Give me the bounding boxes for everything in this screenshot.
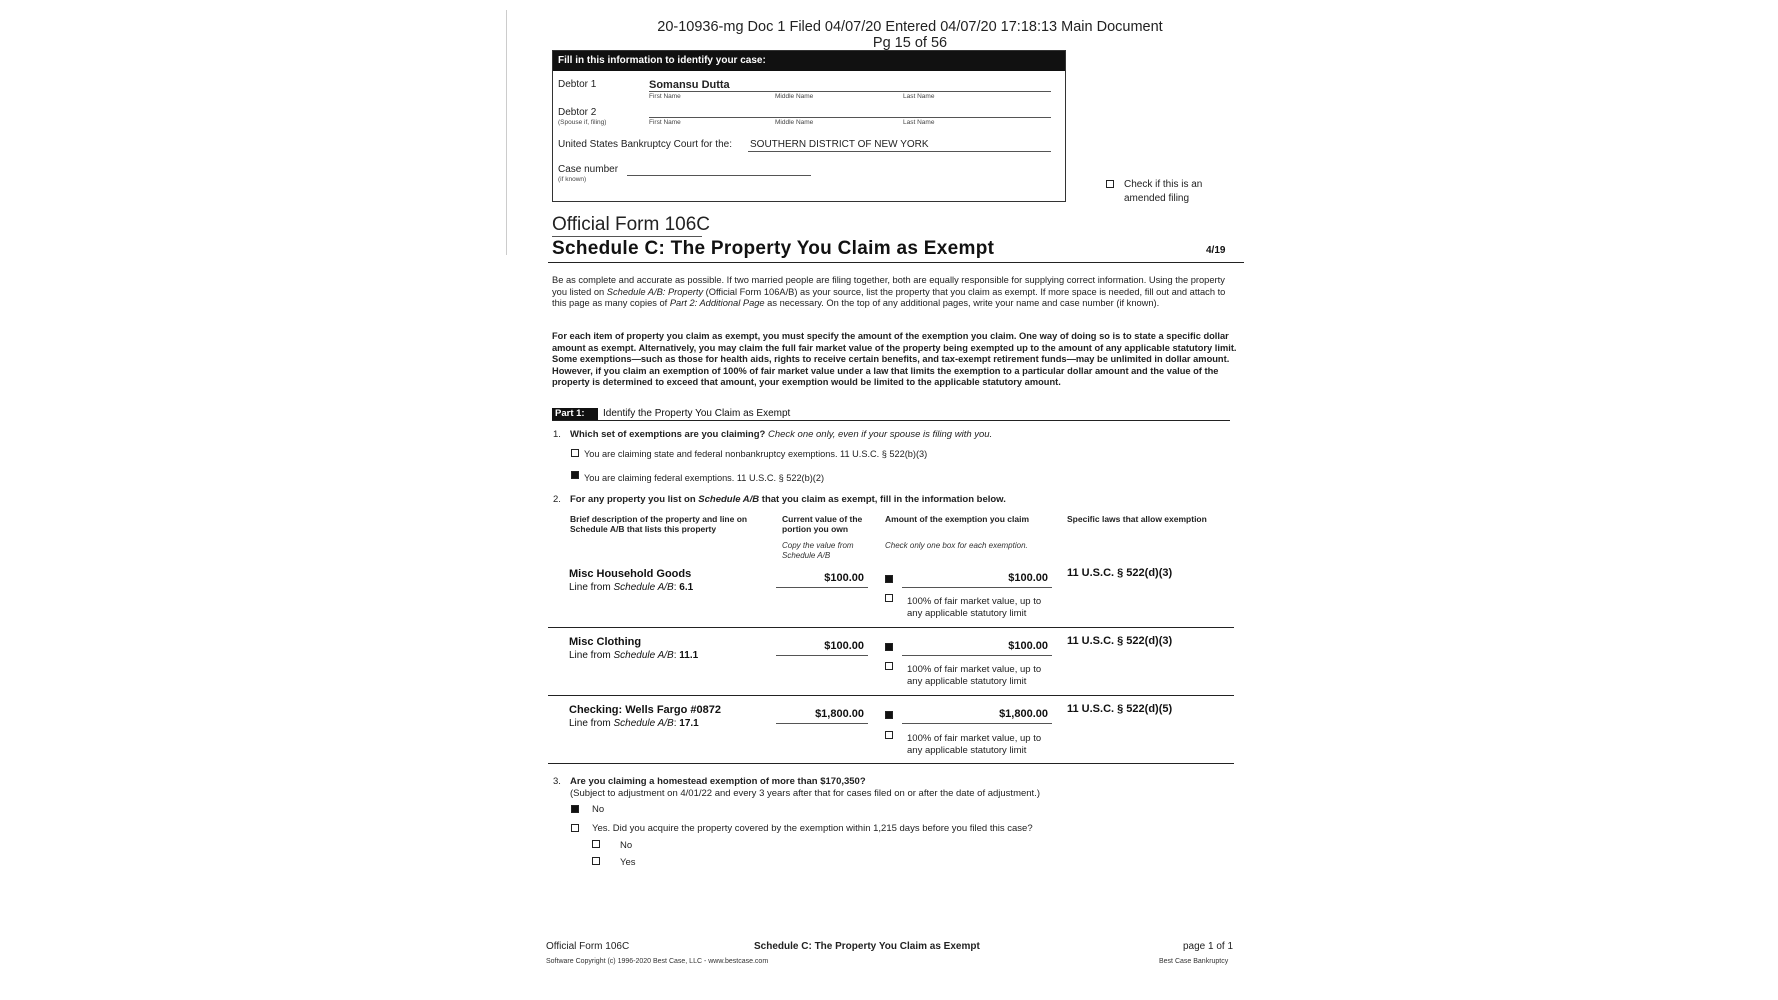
- exemption-amount-underline: [902, 723, 1052, 724]
- line-number: 11.1: [679, 650, 699, 661]
- row-divider: [548, 763, 1234, 764]
- intro-p1-c: (Official Form 106A/B) as your source, list the property that you claim as exempt. If more space is needed, fill out and attach to this page as many copies of: [552, 286, 1226, 309]
- exemption-amount[interactable]: $100.00: [1008, 572, 1048, 584]
- current-value[interactable]: $1,800.00: [815, 708, 864, 720]
- part1-title: Identify the Property You Claim as Exempt: [603, 408, 791, 419]
- column-sub-exemption-amount: Check only one box for each exemption.: [885, 541, 1028, 550]
- fair-market-line2: any applicable statutory limit: [907, 675, 1027, 687]
- fair-market-line2: any applicable statutory limit: [907, 744, 1027, 756]
- court-filing-page: Pg 15 of 56: [872, 35, 948, 51]
- fair-market-line1: 100% of fair market value, up to: [907, 664, 1042, 675]
- q1-option-state-checkbox[interactable]: [571, 449, 579, 457]
- q1-number: 1.: [553, 429, 561, 440]
- line-ab: Schedule A/B: [613, 650, 674, 661]
- q3-sub-yes-label: Yes: [620, 857, 636, 868]
- page-title: Schedule C: The Property You Claim as Exempt: [552, 238, 995, 259]
- fair-market-label: [907, 596, 1041, 619]
- q1-option-federal-label: You are claiming federal exemptions. 11 U.S.C. § 522(b)(2): [584, 473, 825, 483]
- debtor2-label: Debtor 2: [558, 107, 597, 118]
- debtor2-middle-caption: Middle Name: [775, 119, 814, 126]
- q1-text: [570, 429, 992, 440]
- debtor1-label: Debtor 1: [558, 79, 597, 90]
- intro-p1-a: Be as complete and accurate as possible. If two married people are filing together, both are equally responsible for supplying correct information. Using the property you listed on: [552, 275, 1225, 297]
- amended-filing-checkbox[interactable]: [1106, 180, 1114, 188]
- court-label: United States Bankruptcy Court for the:: [558, 139, 732, 150]
- exemption-amount-underline: [902, 587, 1052, 588]
- case-identification-box: [552, 50, 1066, 202]
- column-header-current-value: Current value of the portion you own: [782, 514, 863, 534]
- page-edge-line: [506, 10, 507, 255]
- line-prefix: Line from: [569, 650, 614, 661]
- q1-option-federal-checkbox[interactable]: [571, 471, 579, 479]
- line-prefix: Line from: [569, 718, 614, 729]
- case-number-label: Case number: [558, 164, 619, 175]
- current-value-underline: [776, 723, 868, 724]
- q1-hint: Check one only, even if your spouse is filing with you.: [767, 429, 993, 440]
- fair-market-checkbox[interactable]: [885, 662, 893, 670]
- intro-p1-b: Schedule A/B: Property: [606, 286, 704, 297]
- q3-yes-label: Yes. Did you acquire the property covered by the exemption within 1,215 days before you filed this case?: [592, 823, 1033, 834]
- debtor1-first-caption: First Name: [649, 93, 681, 100]
- q2-text: [570, 494, 1006, 505]
- intro-paragraph-2: For each item of property you claim as exempt, you must specify the amount of the exemption you claim. One way of doing so is to state a specific dollar amount as exempt. Alternatively, you may claim the full fair market value of the property being exempted up to the amount of any applicable statutory limit. Some exemptions—such as those for health aids, rights to receive certain benefits, and tax-exempt retirement funds—may be unlimited in dollar amount. However, if you claim an exemption of 100% of fair market value under a law that limits the exemption to a particular dollar amount and the value of the property is determined to exceed that amount, your exemption would be limited to the applicable statutory amount.: [552, 331, 1237, 388]
- q2-text-a: For any property you list on: [570, 494, 699, 505]
- property-name: Checking: Wells Fargo #0872: [569, 704, 722, 716]
- footer-copyright: Software Copyright (c) 1996-2020 Best Case, LLC - www.bestcase.com: [546, 958, 769, 965]
- exemption-law[interactable]: 11 U.S.C. § 522(d)(3): [1067, 567, 1173, 579]
- column-header-description: Brief description of the property and line on Schedule A/B that lists this property: [570, 514, 748, 534]
- fair-market-line1: 100% of fair market value, up to: [907, 733, 1042, 744]
- part1-rule: [552, 420, 1230, 421]
- column-header-exemption-amount: Amount of the exemption you claim: [885, 514, 1030, 524]
- q2-number: 2.: [553, 494, 561, 505]
- fair-market-line1: 100% of fair market value, up to: [907, 596, 1042, 607]
- amended-filing-label: [1124, 178, 1202, 205]
- row-divider: [548, 627, 1234, 628]
- exemption-law[interactable]: 11 U.S.C. § 522(d)(3): [1067, 635, 1173, 647]
- debtor2-sub: (Spouse if, filing): [558, 119, 607, 126]
- q2-text-c: that you claim as exempt, fill in the information below.: [759, 494, 1006, 505]
- column-header-laws: Specific laws that allow exemption: [1067, 514, 1207, 524]
- form-revision-date: 4/19: [1206, 245, 1226, 256]
- line-ab: Schedule A/B: [613, 718, 674, 729]
- line-ab: Schedule A/B: [613, 582, 674, 593]
- intro-p1-d: Part 2: Additional Page: [669, 298, 765, 309]
- current-value-underline: [776, 655, 868, 656]
- exemption-amount[interactable]: $1,800.00: [999, 708, 1048, 720]
- form-number-underline: [552, 236, 702, 237]
- debtor2-first-caption: First Name: [649, 119, 681, 126]
- footer-brand: Best Case Bankruptcy: [1159, 958, 1229, 965]
- court-value[interactable]: SOUTHERN DISTRICT OF NEW YORK: [750, 139, 929, 150]
- case-box-title: Fill in this information to identify your case:: [553, 51, 1065, 71]
- q3-text: Are you claiming a homestead exemption of more than $170,350?: [570, 776, 866, 787]
- q1-option-state-label: You are claiming state and federal nonbankruptcy exemptions. 11 U.S.C. § 522(b)(3): [584, 449, 928, 459]
- line-prefix: Line from: [569, 582, 614, 593]
- case-number-field[interactable]: [627, 175, 811, 176]
- case-number-sub: (if known): [558, 176, 587, 183]
- intro-p1-e: as necessary. On the top of any additional pages, write your name and case number (if known).: [764, 298, 1160, 309]
- q3-sub-yes-checkbox[interactable]: [592, 857, 600, 865]
- amended-line2: amended filing: [1124, 192, 1190, 204]
- column-sub-current-value: Copy the value from Schedule A/B: [782, 541, 854, 560]
- court-filing-header: 20-10936-mg Doc 1 Filed 04/07/20 Entered 04/07/20 17:18:13 Main Document: [657, 19, 1163, 35]
- property-name: Misc Household Goods: [569, 568, 692, 580]
- exemption-law[interactable]: 11 U.S.C. § 522(d)(5): [1067, 703, 1173, 715]
- property-name: Misc Clothing: [569, 636, 642, 648]
- current-value[interactable]: $100.00: [824, 640, 864, 652]
- exemption-amount-underline: [902, 655, 1052, 656]
- q3-sub-no-checkbox[interactable]: [592, 840, 600, 848]
- debtor1-middle-caption: Middle Name: [775, 93, 814, 100]
- fair-market-label: [907, 733, 1041, 756]
- debtor1-name[interactable]: Somansu Dutta: [649, 79, 730, 91]
- q2-text-b: Schedule A/B: [698, 494, 760, 505]
- q3-sub-no-label: No: [620, 840, 633, 851]
- amended-line1: Check if this is an: [1124, 179, 1203, 190]
- fair-market-line2: any applicable statutory limit: [907, 607, 1027, 619]
- debtor1-last-caption: Last Name: [903, 93, 935, 100]
- exemption-amount-checkbox[interactable]: [885, 643, 893, 651]
- fair-market-checkbox[interactable]: [885, 594, 893, 602]
- property-line-ref: Line from Schedule A/B: 6.1: [569, 582, 694, 593]
- row-divider: [548, 695, 1234, 696]
- fair-market-checkbox[interactable]: [885, 731, 893, 739]
- exemption-amount[interactable]: $100.00: [1008, 640, 1048, 652]
- q3-subtext: (Subject to adjustment on 4/01/22 and every 3 years after that for cases filed on or after the date of adjustment.): [570, 788, 1040, 799]
- footer-form-number: Official Form 106C: [546, 941, 630, 952]
- exemption-amount-checkbox[interactable]: [885, 575, 893, 583]
- exemption-amount-checkbox[interactable]: [885, 711, 893, 719]
- fair-market-label: [907, 664, 1041, 687]
- property-line-ref: Line from Schedule A/B: 17.1: [569, 718, 699, 729]
- footer-form-title: Schedule C: The Property You Claim as Exempt: [754, 941, 980, 952]
- q3-no-checkbox[interactable]: [571, 805, 579, 813]
- property-line-ref: Line from Schedule A/B: 11.1: [569, 650, 699, 661]
- q3-number: 3.: [553, 776, 561, 787]
- debtor1-underline: [649, 91, 1051, 92]
- intro-paragraph-1: [552, 275, 1238, 310]
- title-rule: [548, 262, 1244, 263]
- current-value[interactable]: $100.00: [824, 572, 864, 584]
- line-number: 17.1: [679, 718, 699, 729]
- q3-no-label: No: [592, 804, 605, 815]
- debtor2-last-caption: Last Name: [903, 119, 935, 126]
- court-underline: [748, 151, 1051, 152]
- part1-badge: Part 1:: [552, 408, 598, 420]
- q3-yes-checkbox[interactable]: [571, 824, 579, 832]
- footer-page-number: page 1 of 1: [1183, 941, 1234, 952]
- debtor2-underline[interactable]: [649, 117, 1051, 118]
- current-value-underline: [776, 587, 868, 588]
- line-number: 6.1: [679, 582, 694, 593]
- form-number: Official Form 106C: [552, 214, 711, 235]
- q1-question: Which set of exemptions are you claiming?: [570, 429, 766, 440]
